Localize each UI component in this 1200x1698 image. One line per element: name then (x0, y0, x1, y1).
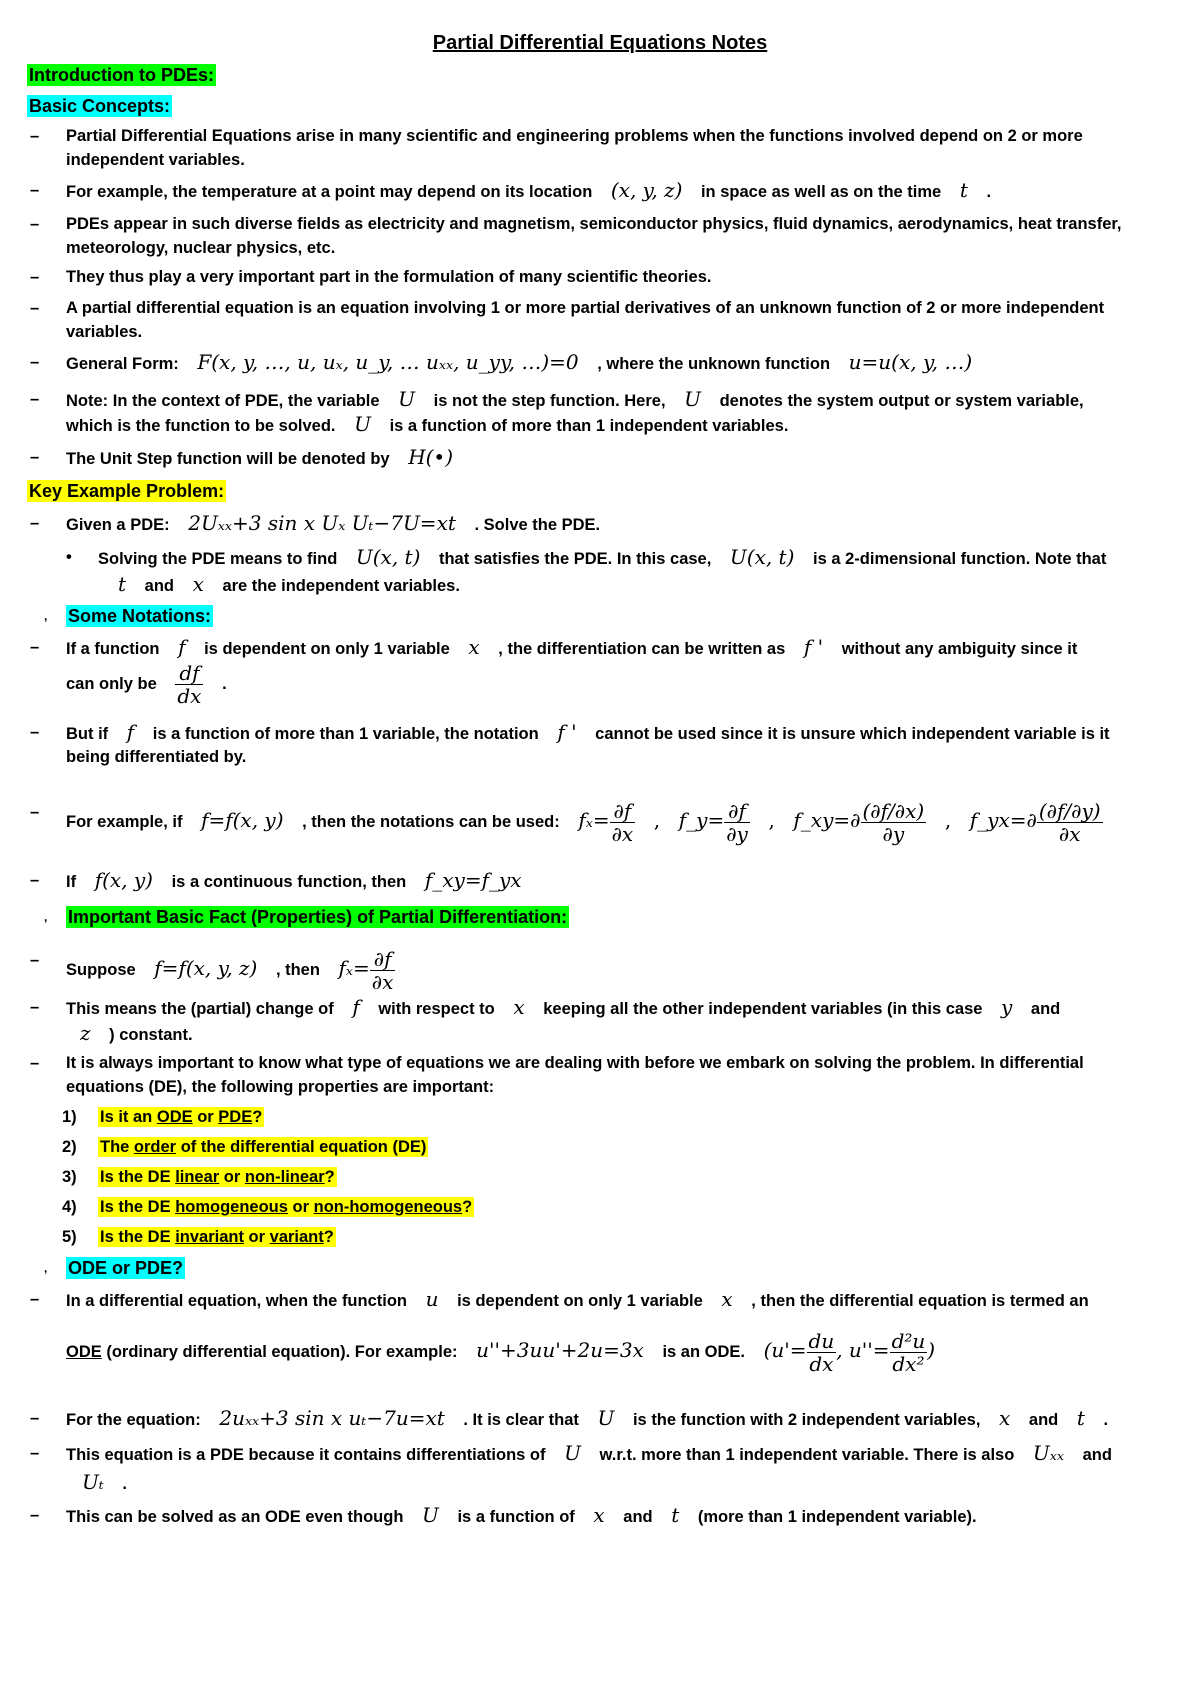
property-mid: of the differential equation (DE) (176, 1138, 427, 1156)
property-mid: or (243, 1228, 270, 1246)
bullet-text: without any ambiguity since it (841, 640, 1078, 658)
bullet-text: , then (275, 960, 320, 979)
dash-marker: – (30, 803, 40, 821)
math-fyx: f_yx=∂ (969, 807, 1037, 832)
bullet-text: keeping all the other independent variables (in this case (543, 1000, 983, 1018)
bullet-text: w.r.t. more than 1 independent variable. There is also (599, 1446, 1015, 1464)
bullet-text: which is the function to be solved. (66, 417, 336, 435)
bullet-text: Suppose (66, 960, 136, 979)
dash-marker: – (30, 638, 40, 656)
dash-marker: – (30, 1444, 40, 1462)
dash-marker: – (30, 1054, 40, 1072)
fraction-denominator: ∂x (611, 822, 634, 846)
dash-marker: – (30, 951, 40, 969)
fraction-numerator: (∂f/∂y) (1038, 799, 1101, 823)
bullet-text-wrap (66, 948, 1180, 993)
math-var-x: x (513, 995, 525, 1019)
fraction-fxy (861, 800, 927, 845)
dash-marker: – (30, 1290, 40, 1308)
math-f-prime: f ' (803, 635, 824, 659)
fraction-denominator: ∂y (882, 822, 905, 846)
bullet-text: In a differential equation, when the function (66, 1292, 408, 1310)
bullet-text: cannot be used since it is unsure which independent variable is it (595, 725, 1110, 743)
math-var-f: f (178, 635, 186, 659)
bullet-text-wrap (66, 635, 1180, 661)
property-term: invariant (175, 1228, 244, 1246)
bullet-text-wrap (82, 1470, 1180, 1496)
fraction-df-dx (175, 662, 203, 707)
math-example-pde-lower: 2uₓₓ+3 sin x uₜ−7u=xt (219, 1406, 445, 1430)
math-var-y: y (1001, 995, 1013, 1019)
math-u-xt: U(x, t) (729, 545, 795, 569)
bullet-text: . (1103, 1411, 1109, 1429)
bullet-text-wrap (66, 1406, 1180, 1432)
bullet-text: PDEs appear in such diverse fields as electricity and magnetism, semiconductor physics, fluid dynamics, aerodynamics, heat transfer, meteorology, nuclear physics, etc. (66, 215, 1122, 257)
fraction-numerator: ∂f (610, 800, 636, 823)
bullet-text-wrap (66, 1503, 1180, 1529)
bullet-text: . (222, 674, 227, 693)
bullet-text-wrap (66, 178, 1180, 204)
heading-ode-or-pde: ODE or PDE? (68, 1258, 184, 1278)
dash-marker: – (30, 514, 40, 532)
bullet-text: This can be solved as an ODE even though (66, 1508, 404, 1526)
dash-marker: – (30, 448, 40, 466)
dash-marker: – (30, 268, 40, 286)
bullet-text: If (66, 873, 77, 891)
dash-marker: – (30, 723, 40, 741)
property-pre: Is it an (100, 1108, 157, 1126)
property-text (98, 1227, 336, 1247)
property-term: linear (175, 1168, 220, 1186)
math-f-of-xyz: f=f(x, y, z) (154, 955, 258, 980)
dash-marker: – (30, 390, 40, 408)
bullet-text: denotes the system output or system variable, (719, 392, 1084, 410)
math-var-x: x (593, 1503, 605, 1527)
bullet-text: (ordinary differential equation). For example: (106, 1342, 458, 1361)
bullet-text-wrap (66, 350, 1180, 376)
fraction-numerator: ∂f (370, 948, 396, 971)
bullet-text: , then the notations can be used: (302, 812, 560, 831)
math-var-t: t (1076, 1406, 1085, 1430)
dash-marker: – (30, 1409, 40, 1427)
bullet-text: , where the unknown function (597, 355, 831, 373)
fraction-partial-f-y (724, 800, 750, 845)
property-post: ? (323, 1228, 334, 1246)
math-var-f: f (126, 720, 135, 744)
math-fxy: f_xy=∂ (793, 807, 861, 832)
bullet-text-wrap (66, 445, 1180, 471)
fraction-denominator: dx (809, 1352, 834, 1376)
math-var-u: U (422, 1503, 439, 1527)
bullet-text-wrap (98, 545, 1180, 571)
fraction-numerator: (∂f/∂x) (862, 799, 925, 823)
dash-marker: – (30, 1506, 40, 1524)
bullet-text-wrap (66, 1441, 1180, 1467)
math-var-x: x (468, 635, 480, 659)
bullet-text: and (1082, 1446, 1112, 1464)
fraction-denominator: dx² (892, 1352, 925, 1376)
heading-basic-fact: Important Basic Fact (Properties) of Partial Differentiation: (68, 907, 568, 927)
dash-marker: – (30, 181, 40, 199)
bullet-text: is not the step function. Here, (433, 392, 666, 410)
bullet-text-wrap (66, 511, 1180, 537)
bullet-text: Note: In the context of PDE, the variable (66, 392, 380, 410)
math-var-t: t (671, 1503, 680, 1527)
bullet-text: . (986, 183, 992, 201)
bullet-text: is a 2-dimensional function. Note that (813, 550, 1107, 568)
bullet-text: and (623, 1508, 653, 1526)
fraction-numerator: df (175, 662, 203, 685)
bullet-text: being differentiated by. (66, 748, 247, 766)
math-location: (x, y, z) (610, 178, 683, 202)
list-number: 2) (62, 1138, 77, 1156)
bullet-text-wrap (118, 572, 1180, 598)
list-mark: , (44, 609, 48, 623)
fraction-numerator: ∂f (724, 800, 750, 823)
math-comma: , (944, 807, 952, 832)
dash-marker: – (30, 998, 40, 1016)
bullet-dot: • (66, 548, 72, 566)
fraction-partial-f-x (370, 948, 396, 993)
bullet-text: ODE (66, 1342, 102, 1361)
math-var-t: t (118, 572, 127, 596)
property-term: variant (269, 1228, 324, 1246)
property-term: homogeneous (175, 1198, 288, 1216)
bullet-text-wrap (66, 995, 1180, 1021)
bullet-text: and (144, 577, 174, 595)
bullet-text: Partial Differential Equations arise in many scientific and engineering problems when the functions involved depend on 2 or more independent variables. (66, 127, 1083, 169)
fraction-fyx (1037, 800, 1103, 845)
bullet-text: The Unit Step function will be denoted by (66, 450, 390, 468)
property-text (98, 1167, 337, 1187)
bullet-text: in space as well as on the time (700, 183, 942, 201)
property-text (98, 1107, 264, 1127)
fraction-denominator: ∂x (371, 970, 394, 994)
bullet-text: For example, if (66, 812, 183, 831)
heading-notations: Some Notations: (68, 606, 212, 626)
bullet-text: It is always important to know what type of equations we are dealing with before we embark on solving the problem. In differential (66, 1054, 1084, 1072)
math-comma: , (653, 807, 661, 832)
bullet-text-wrap (80, 1021, 1180, 1047)
bullet-text: that satisfies the PDE. In this case, (438, 550, 712, 568)
bullet-text: is an ODE. (662, 1342, 745, 1361)
bullet-text: is dependent on only 1 variable (457, 1292, 703, 1310)
heading-intro: Introduction to PDEs: (29, 65, 214, 85)
property-term: PDE (218, 1108, 253, 1126)
property-post: ? (462, 1198, 473, 1216)
math-general-form: F(x, y, …, u, uₓ, u_y, … uₓₓ, u_yy, …)=0 (197, 350, 579, 374)
fraction-numerator: du (808, 1329, 835, 1353)
property-mid: or (192, 1108, 219, 1126)
heading-basic-concepts: Basic Concepts: (29, 96, 171, 116)
bullet-text: They thus play a very important part in the formulation of many scientific theories. (66, 268, 712, 286)
math-var-u: u (425, 1287, 439, 1311)
math-time: t (959, 178, 968, 202)
math-var-u: U (398, 387, 416, 411)
bullet-text: and (1030, 1000, 1061, 1018)
bullet-text: For the equation: (66, 1411, 201, 1429)
bullet-text: are the independent variables. (222, 577, 460, 595)
math-fy: f_y= (678, 807, 725, 832)
bullet-text-wrap (66, 800, 1180, 845)
bullet-text: Solving the PDE means to find (98, 550, 338, 568)
property-post: ? (324, 1168, 335, 1186)
property-mid: or (287, 1198, 314, 1216)
math-example-pde: 2Uₓₓ+3 sin x Uₓ Uₜ−7U=xt (188, 511, 456, 535)
math-derivative-def: (u'= (763, 1337, 807, 1362)
bullet-text: . Solve the PDE. (474, 516, 601, 534)
property-post: ? (252, 1108, 263, 1126)
math-f-of-xy: f=f(x, y) (201, 807, 284, 832)
math-derivative-def: ) (927, 1337, 936, 1362)
list-mark: , (44, 910, 48, 924)
property-term: ODE (156, 1108, 193, 1126)
list-number: 5) (62, 1228, 77, 1246)
bullet-text: can only be (66, 674, 157, 693)
bullet-text: is a function of (457, 1508, 575, 1526)
fraction-denominator: ∂y (726, 822, 748, 846)
bullet-text-wrap (66, 1287, 1180, 1313)
bullet-text-wrap (66, 1330, 1180, 1375)
bullet-text: is a function of more than 1 variable, the notation (152, 725, 539, 743)
math-f-of-xy: f(x, y) (94, 868, 153, 892)
bullet-text: But if (66, 725, 109, 743)
list-mark: , (44, 1261, 48, 1275)
heading-key-example: Key Example Problem: (29, 481, 225, 501)
fraction-d2u-dx2 (890, 1330, 928, 1375)
bullet-text: is the function with 2 independent variables, (632, 1411, 981, 1429)
property-pre: Is the DE (100, 1198, 176, 1216)
fraction-denominator: ∂x (1058, 822, 1081, 846)
math-u-t: Uₜ (82, 1470, 104, 1494)
math-var-x: x (999, 1406, 1011, 1430)
math-step-function: H(•) (408, 445, 454, 469)
list-number: 3) (62, 1168, 77, 1186)
math-var-z: z (80, 1021, 91, 1045)
fraction-denominator: dx (177, 684, 202, 708)
bullet-text: and (1028, 1411, 1059, 1429)
math-mixed-equal: f_xy=f_yx (424, 868, 522, 892)
bullet-text: A partial differential equation is an equation involving 1 or more partial derivatives of an unknown function of 2 or more independent variables. (66, 299, 1105, 341)
dash-marker: – (30, 215, 40, 233)
math-var-x: x (192, 572, 204, 596)
bullet-text: , the differentiation can be written as (498, 640, 786, 658)
property-text (98, 1197, 474, 1217)
fraction-du-dx (807, 1330, 837, 1375)
bullet-text-wrap (66, 412, 1180, 438)
math-fx: fₓ= (338, 955, 370, 980)
bullet-text: This equation is a PDE because it contains differentiations of (66, 1446, 546, 1464)
property-text (98, 1137, 428, 1157)
page-title: Partial Differential Equations Notes (432, 32, 768, 54)
dash-marker: – (30, 353, 40, 371)
bullet-text-wrap (66, 720, 1180, 746)
bullet-text: , then the differential equation is termed an (751, 1292, 1089, 1310)
bullet-text-wrap (66, 387, 1180, 413)
math-example-ode: u''+3uu'+2u=3x (476, 1337, 644, 1362)
math-var-u: U (684, 387, 701, 411)
math-var-f: f (352, 995, 360, 1019)
dash-marker: – (30, 299, 40, 317)
math-var-u: U (564, 1441, 581, 1465)
bullet-text: ) constant. (109, 1026, 193, 1044)
math-u-xx: Uₓₓ (1032, 1441, 1064, 1465)
bullet-text: For example, the temperature at a point may depend on its location (66, 183, 593, 201)
math-fx: fₓ= (578, 807, 610, 832)
bullet-text: This means the (partial) change of (66, 1000, 334, 1018)
property-pre: The (100, 1138, 134, 1156)
bullet-text-wrap (66, 662, 1180, 707)
math-var-u: U (597, 1406, 615, 1430)
bullet-text: . (122, 1475, 127, 1493)
bullet-text: equations (DE), the following properties are important: (66, 1078, 495, 1096)
math-u-xt: U(x, t) (355, 545, 421, 569)
bullet-text: is dependent on only 1 variable (204, 640, 450, 658)
math-unknown-function: u=u(x, y, …) (848, 350, 973, 374)
bullet-text: is a continuous function, then (171, 873, 407, 891)
bullet-text: Given a PDE: (66, 516, 170, 534)
bullet-text: is a function of more than 1 independent variables. (389, 417, 789, 435)
bullet-text-wrap (66, 868, 1180, 894)
math-derivative-def: , u''= (836, 1337, 890, 1362)
dash-marker: – (30, 871, 40, 889)
bullet-text: General Form: (66, 355, 179, 373)
math-f-prime: f ' (557, 720, 577, 744)
fraction-partial-f-x (610, 800, 636, 845)
property-mid: or (219, 1168, 245, 1186)
property-term: order (133, 1138, 177, 1156)
dash-marker: – (30, 127, 40, 145)
property-pre: Is the DE (100, 1168, 176, 1186)
property-pre: Is the DE (100, 1228, 176, 1246)
math-comma: , (768, 807, 775, 832)
list-number: 1) (62, 1108, 77, 1126)
property-term: non-homogeneous (313, 1198, 463, 1216)
fraction-numerator: d²u (891, 1329, 926, 1353)
bullet-text: with respect to (378, 1000, 495, 1018)
math-var-x: x (721, 1287, 733, 1311)
property-term: non-linear (244, 1168, 325, 1186)
bullet-text: If a function (66, 640, 160, 658)
math-var-u: U (354, 412, 371, 436)
bullet-text: (more than 1 independent variable). (697, 1508, 977, 1526)
bullet-text: . It is clear that (463, 1411, 579, 1429)
list-number: 4) (62, 1198, 77, 1216)
